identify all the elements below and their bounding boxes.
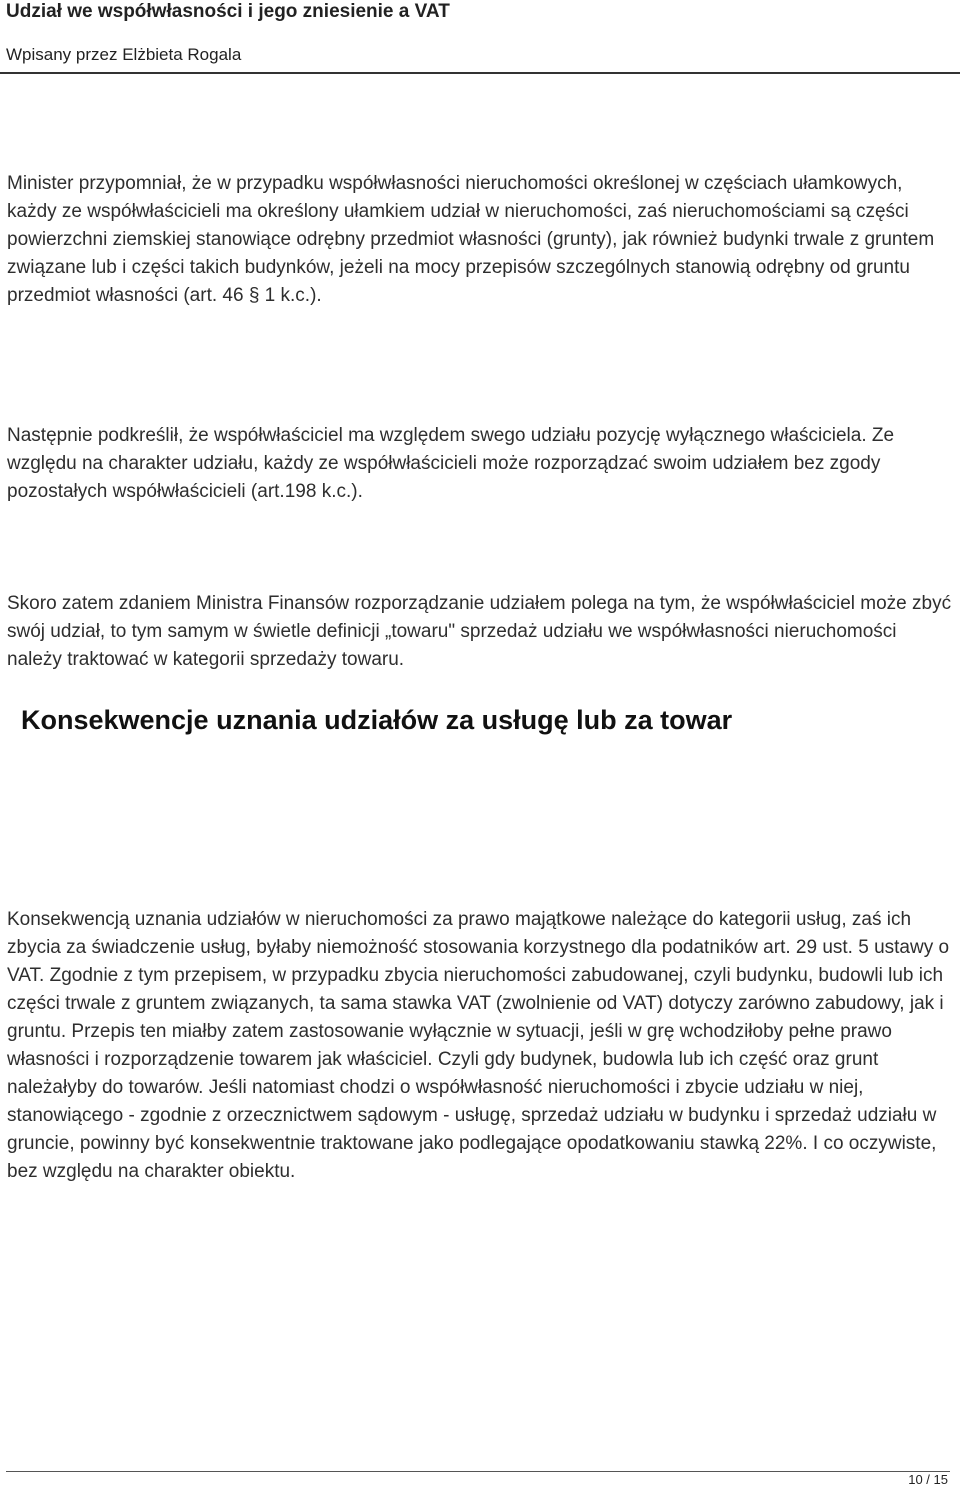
header-divider	[0, 72, 960, 74]
page-number: 10 / 15	[908, 1472, 948, 1487]
section-heading: Konsekwencje uznania udziałów za usługę lub za towar	[21, 705, 733, 735]
document-title: Udział we współwłasności i jego zniesienie a VAT	[6, 1, 450, 22]
paragraph-3: Skoro zatem zdaniem Ministra Finansów rozporządzanie udziałem polega na tym, że współwłaściciel może zbyć swój udział, to tym samym w świetle definicji „towaru" sprzedaż udziału we współwłasności nieruchomości należy traktować w kategorii sprzedaży towaru.	[7, 593, 952, 670]
paragraph-1: Minister przypomniał, że w przypadku współwłasności nieruchomości określonej w częściach ułamkowych, każdy ze współwłaścicieli ma określony ułamkiem udział w nieruchomości, zaś nieruchomościami są części powierzchni ziemskiej stanowiące odrębny przedmiot własności (grunty), jak również budynki trwale z gruntem związane lub i części takich budynków, jeżeli na mocy przepisów szczególnych stanowią odrębny od gruntu przedmiot własności (art. 46 § 1 k.c.).	[7, 173, 935, 306]
document-author: Wpisany przez Elżbieta Rogala	[6, 45, 242, 64]
footer-divider	[6, 1471, 950, 1472]
paragraph-4: Konsekwencją uznania udziałów w nieruchomości za prawo majątkowe należące do kategorii usług, zaś ich zbycia za świadczenie usług, byłaby niemożność stosowania korzystnego dla podatników art. 29 ust. 5 ustawy o VAT. Zgodnie z tym przepisem, w przypadku zbycia nieruchomości zabudowanej, czyli budynku, budowli lub ich części trwale z gruntem związanych, ta sama stawka VAT (zwolnienie od VAT) dotyczy zarówno zabudowy, jak i gruntu. Przepis ten miałby zatem zastosowanie wyłącznie w sytuacji, jeśli w grę wchodziłoby pełne prawo własności i rozporządzenie towarem jak właściciel. Czyli gdy budynek, budowla lub ich część oraz grunt należałyby do towarów. Jeśli natomiast chodzi o współwłasność nieruchomości i zbycie udziału w niej, stanowiącego - zgodnie z orzecznictwem sądowym - usługę, sprzedaż udziału w budynku i sprzedaż udziału w gruncie, powinny być konsekwentnie traktowane jako podlegające opodatkowaniu stawką 22%. I co oczywiste, bez względu na charakter obiektu.	[7, 909, 950, 1182]
paragraph-2: Następnie podkreślił, że współwłaściciel ma względem swego udziału pozycję wyłącznego właściciela. Ze względu na charakter udziału, każdy ze współwłaścicieli może rozporządzać swoim udziałem bez zgody pozostałych współwłaścicieli (art.198 k.c.).	[7, 425, 895, 502]
